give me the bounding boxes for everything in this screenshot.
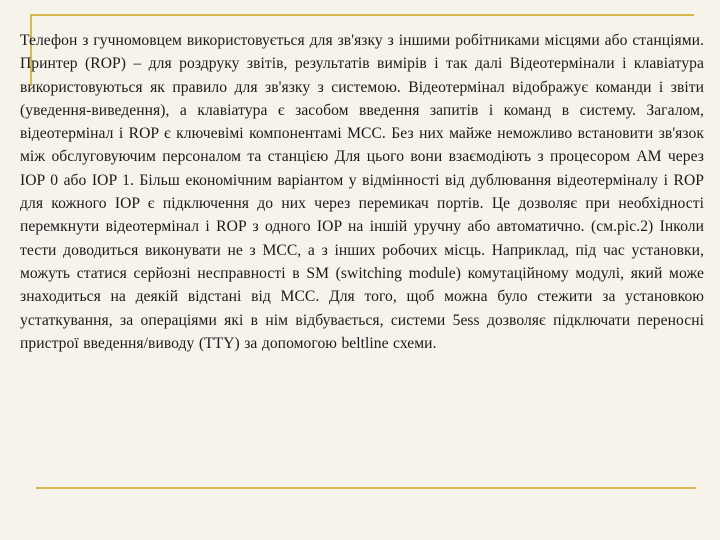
body-paragraph: Телефон з гучномовцем використовується для зв'язку з іншими робітниками місцями або станціями. Принтер (ROP) – для роздруку звітів, результатів вимірів і так далі Відеотермінали і клавіатура використовуються як правило для зв'язку з системою. Відеотермінал відображує команди і звіти (уведення-виведення), а клавіатура є засобом введення запитів і команд в систему. Загалом, відеотермінал і ROP є ключевімі компонентамі МСС. Без них майже неможливо встановити зв'язок між обслуговуючим персоналом та станцією Для цього вони взаємодіють з процесором AM через IOP 0 або IOP 1. Більш економічним варіантом у відмінності від дублювання відеотерміналу і ROP для кожного IOP є підключення до них через перемикач портів. Це дозволяє при необхідності перемкнути відеотермінал і ROP з одного IOP на іншій уручну або автоматично. (см.pic.2) Інколи тести доводиться виконувати не з МСС, а з інших робочих місць. Наприклад, під час установки, можуть статися серйозні несправності в SM (switching module) комутаційному модулі, який може знаходиться на деякій відстані від МСС. Для того, щоб можна було стежити за установкою устаткування, за операціями які в нім відбувається, системи 5ess дозволяє підключати переносні пристрої введення/виводу (TTY) за допомогою beltline схеми.: [20, 32, 704, 352]
bottom-decorative-line: [36, 487, 696, 489]
top-decorative-line: [30, 14, 694, 16]
